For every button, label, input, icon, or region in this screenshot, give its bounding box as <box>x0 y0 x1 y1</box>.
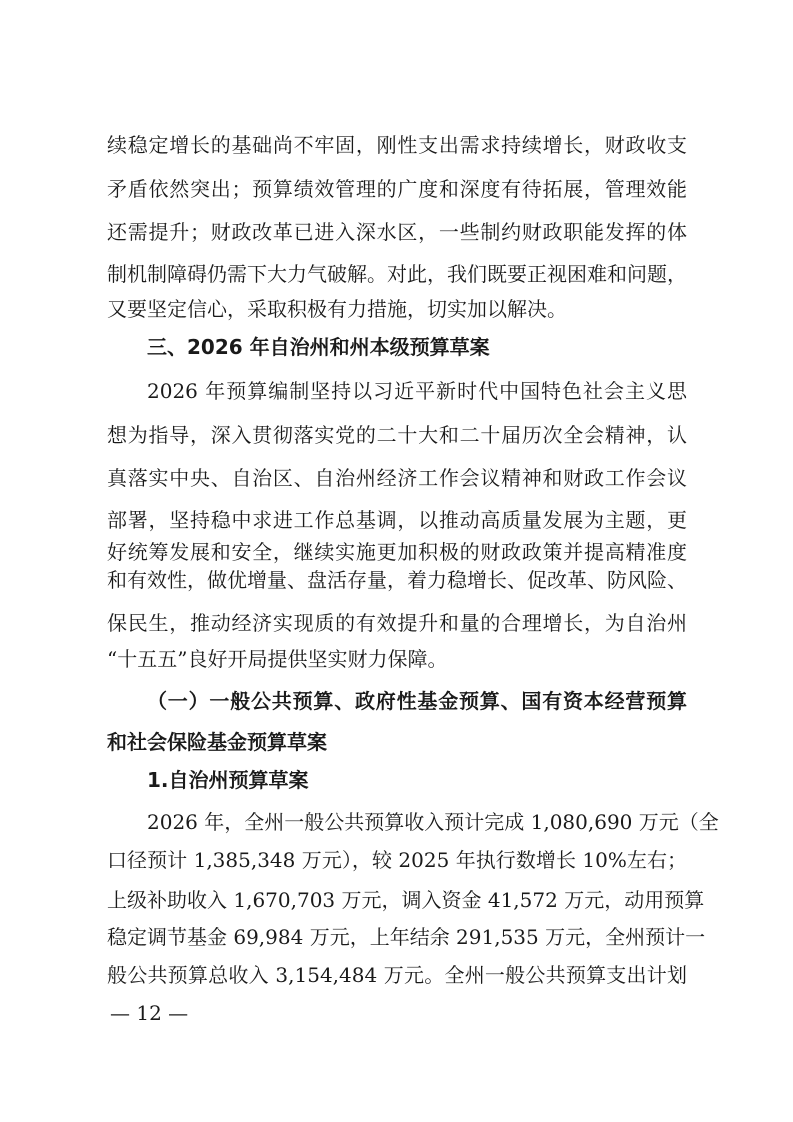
paragraph-line: 部署，坚持稳中求进工作总基调，以推动高质量发展为主题，更 <box>107 508 687 532</box>
paragraph-line: 口径预计 1,385,348 万元），较 2025 年执行数增长 10%左右； <box>107 848 687 872</box>
paragraph-line: “十五五”良好开局提供坚实财力保障。 <box>107 647 448 671</box>
paragraph-line: 想为指导，深入贯彻落实党的二十大和二十届历次全会精神，认 <box>107 423 687 447</box>
paragraph-line: 保民生，推动经济实现质的有效提升和量的合理增长，为自治州 <box>107 611 687 635</box>
subsection-heading: （一）一般公共预算、政府性基金预算、国有资本经营预算 <box>147 689 687 713</box>
paragraph-line: 矛盾依然突出；预算绩效管理的广度和深度有待拓展，管理效能 <box>107 177 687 201</box>
item-heading: 1.自治州预算草案 <box>147 768 309 792</box>
paragraph-line: 上级补助收入 1,670,703 万元，调入资金 41,572 万元，动用预算 <box>107 888 705 912</box>
paragraph-line: 稳定调节基金 69,984 万元，上年结余 291,535 万元，全州预计一 <box>107 925 706 949</box>
paragraph-line: 制机制障碍仍需下大力气破解。对此，我们既要正视困难和问题， <box>107 262 687 286</box>
paragraph-line: 续稳定增长的基础尚不牢固，刚性支出需求持续增长，财政收支 <box>107 133 687 157</box>
page-number: — 12 — <box>110 1001 189 1025</box>
section-heading: 三、2026 年自治州和州本级预算草案 <box>147 335 490 359</box>
paragraph-line: 2026 年预算编制坚持以习近平新时代中国特色社会主义思 <box>147 379 687 403</box>
paragraph-line: 和有效性，做优增量、盘活存量，着力稳增长、促改革、防风险、 <box>107 568 687 592</box>
paragraph-line: 2026 年，全州一般公共预算收入预计完成 1,080,690 万元（全 <box>147 810 719 834</box>
paragraph-line: 还需提升；财政改革已进入深水区，一些制约财政职能发挥的体 <box>107 220 687 244</box>
paragraph-line: 般公共预算总收入 3,154,484 万元。全州一般公共预算支出计划 <box>107 963 687 987</box>
subsection-heading: 和社会保险基金预算草案 <box>107 730 327 754</box>
paragraph-line: 真落实中央、自治区、自治州经济工作会议精神和财政工作会议 <box>107 466 687 490</box>
paragraph-line: 好统筹发展和安全，继续实施更加积极的财政政策并提高精准度 <box>107 540 687 564</box>
paragraph-line: 又要坚定信心，采取积极有力措施，切实加以解决。 <box>107 297 567 321</box>
